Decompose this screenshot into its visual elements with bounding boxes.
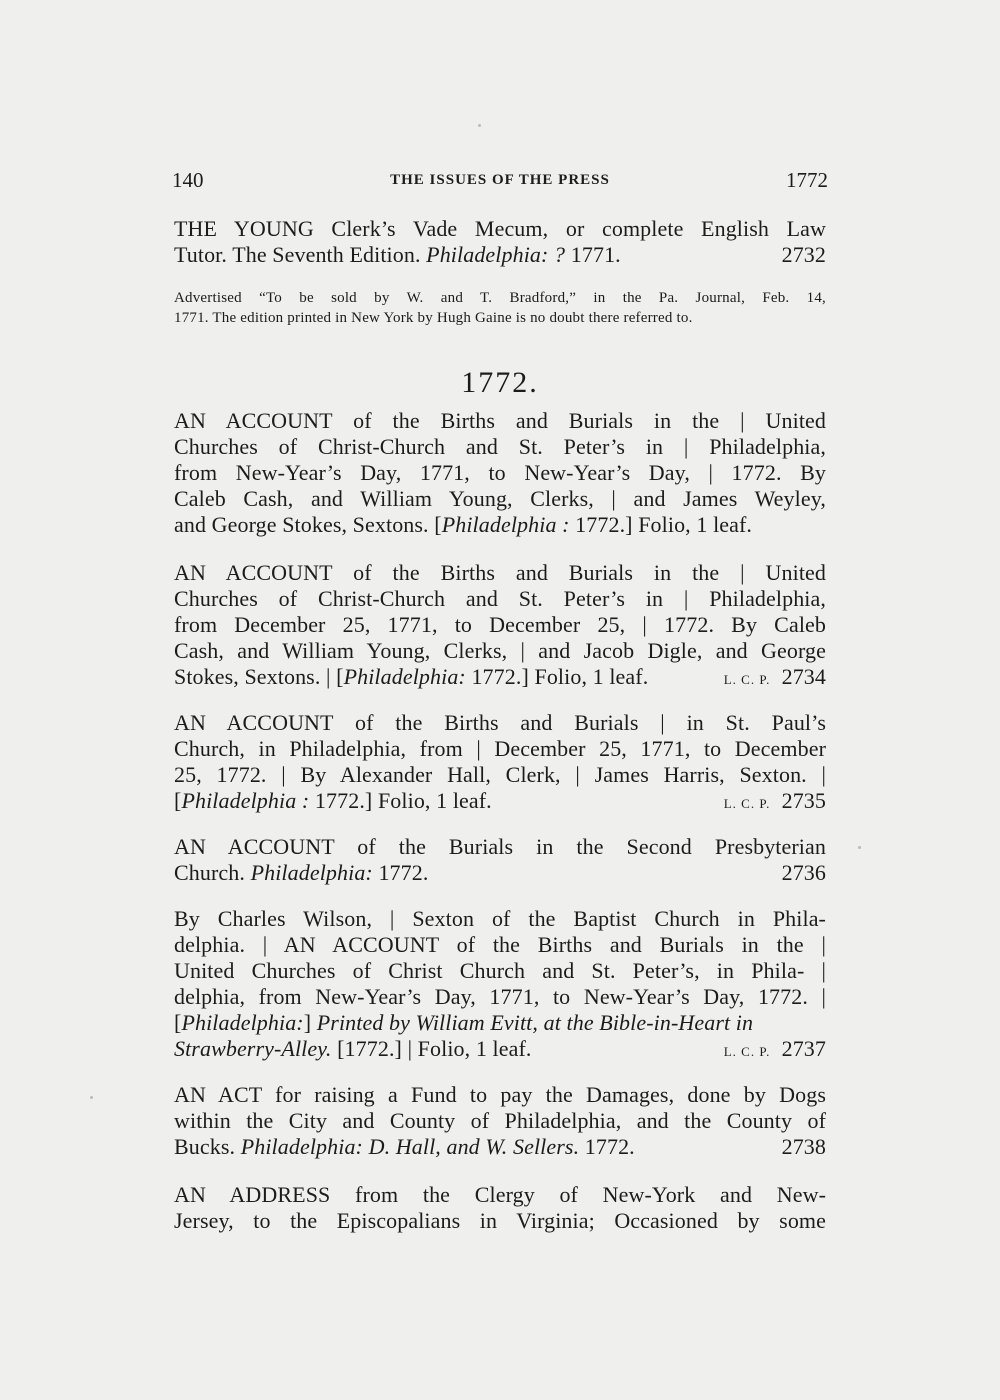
entry-line: AN ACCOUNT of the Births and Burials in the | United [174,408,826,433]
header-year: 1772 [786,168,828,192]
entry-text: 1772.] Folio, 1 leaf. [465,664,649,689]
entry-line: THE YOUNG Clerk’s Vade Mecum, or complete English Law [174,216,826,241]
entry-text: Bucks. [174,1134,241,1159]
entry-note: Advertised “To be sold by W. and T. Bradford,” in the Pa. Journal, Feb. 14, [174,290,826,306]
entry-line: Churches of Christ-Church and St. Peter’s in | Philadelphia, [174,434,826,459]
imprint-place: Philadelphia: [181,1010,304,1035]
entry-number [724,1036,826,1065]
entry-line [174,1036,826,1065]
imprint: Philadelphia: D. Hall, and W. Sellers. [240,1134,580,1159]
entry-number [724,788,826,817]
entry-line: 25, 1772. | By Alexander Hall, Clerk, | James Harris, Sexton. | [174,762,826,787]
entry-line: United Churches of Christ Church and St. Peter’s, in Phila- | [174,958,826,983]
entry-text: 1772.] Folio, 1 leaf. [309,788,492,813]
entry-text: ] [303,1010,312,1035]
entry-line: AN ACCOUNT of the Burials in the Second Presbyterian [174,834,826,859]
imprint-year: 1772. [579,1134,635,1159]
entry-line: Churches of Christ-Church and St. Peter’s in | Philadelphia, [174,586,826,611]
entry-line: Caleb Cash, and William Young, Clerks, | and James Weyley, [174,486,826,511]
entry-line: from New-Year’s Day, 1771, to New-Year’s Day, | 1772. By [174,460,826,485]
entry-text: [ [174,788,182,813]
entry-text: 1772.] Folio, 1 leaf. [569,512,753,537]
entry-number: 2738 [781,1134,826,1159]
entry-line [174,664,826,693]
entry-number [724,664,826,693]
imprint-printer: Printed by William Evitt, at the Bible-in-Heart in [311,1010,754,1035]
year-heading: 1772. [461,366,539,399]
entry-line: AN ADDRESS from the Clergy of New-York and New- [174,1182,826,1207]
entry-line: delphia, from New-Year’s Day, 1771, to New-Year’s Day, 1772. | [174,984,826,1009]
paper-speck [858,846,861,849]
imprint-place: Philadelphia : [181,788,310,813]
entry-line [174,860,826,886]
entry-text: [1772.] | Folio, 1 leaf. [331,1036,532,1061]
paper-speck [90,1096,93,1099]
entry-line: By Charles Wilson, | Sexton of the Baptist Church in Phila- [174,906,826,931]
entry-number-value: 2734 [781,664,826,689]
imprint-place: Philadelphia: ? [426,242,566,267]
running-header [172,168,828,194]
running-title: THE ISSUES OF THE PRESS [390,172,610,188]
entry-text: and George Stokes, Sextons. [ [174,512,442,537]
imprint-place: Strawberry-Alley. [174,1036,332,1061]
entry-text: Tutor. The Seventh Edition. [174,242,421,267]
entry-number: 2732 [781,242,826,267]
entry-line: AN ACCOUNT of the Births and Burials in the | United [174,560,826,585]
entry-line [174,1134,826,1160]
entry-line [174,1010,826,1036]
page-number: 140 [172,168,204,192]
imprint-place: Philadelphia : [441,512,570,537]
entry-text: [ [174,1010,182,1035]
entry-line: delphia. | AN ACCOUNT of the Births and Burials in the | [174,932,826,957]
entry-line: within the City and County of Philadelphia, and the County of [174,1108,826,1133]
entry-line: AN ACT for raising a Fund to pay the Damages, done by Dogs [174,1082,826,1107]
entry-note: 1771. The edition printed in New York by Hugh Gaine is no doubt there referred to. [174,310,693,326]
entry-text: Stokes, Sextons. | [ [174,664,344,689]
entry-line [174,512,826,538]
entry-line [174,242,826,268]
imprint-year: 1772. [372,860,429,885]
entry-text: Church. [174,860,251,885]
library-location: L. C. P. [723,796,771,811]
entry-line: Jersey, to the Episcopalians in Virginia; Occasioned by some [174,1208,826,1233]
entry-number-value: 2735 [781,788,826,813]
entry-line: from December 25, 1771, to December 25, | 1772. By Caleb [174,612,826,637]
imprint-place: Philadelphia: [343,664,466,689]
entry-line: AN ACCOUNT of the Births and Burials | in St. Paul’s [174,710,826,735]
entry-number: 2736 [781,860,826,885]
library-location: L. C. P. [723,672,771,687]
imprint-place: Philadelphia: [250,860,373,885]
entry-line: Church, in Philadelphia, from | December 25, 1771, to December [174,736,826,761]
entry-line: Cash, and William Young, Clerks, | and Jacob Digle, and George [174,638,826,663]
imprint-year: 1771. [570,242,621,267]
library-location: L. C. P. [723,1044,771,1059]
paper-speck [478,124,481,127]
entry-line [174,788,826,817]
entry-number-value: 2737 [781,1036,826,1061]
